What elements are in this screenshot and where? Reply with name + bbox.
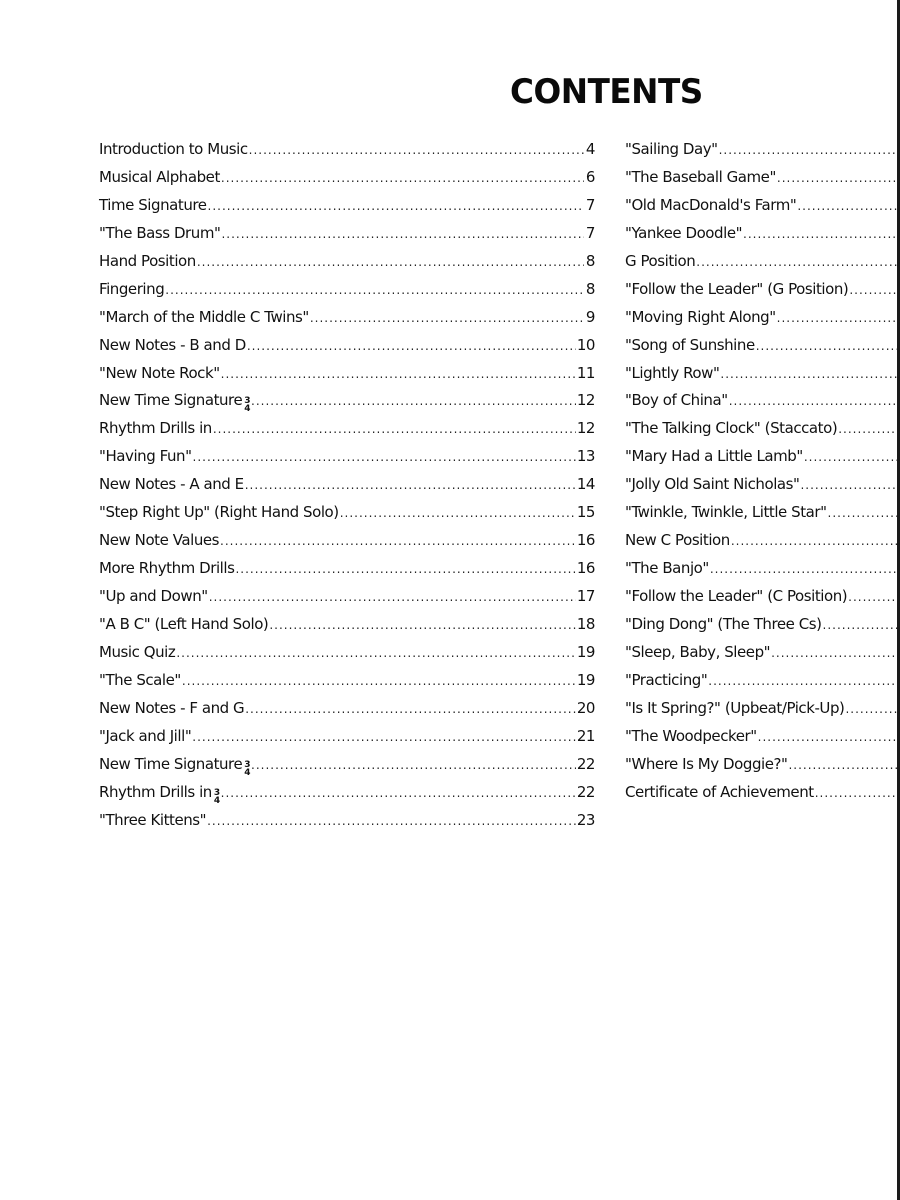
dot-leader	[220, 528, 576, 556]
dot-leader	[209, 584, 576, 612]
toc-entry-page-number: 18	[576, 614, 595, 633]
dot-leader	[249, 137, 584, 165]
toc-entry-page-number: 19	[576, 642, 595, 661]
toc-entry-page-number: 4	[585, 140, 595, 158]
toc-entry-title: "Up and Down"	[99, 587, 208, 605]
toc-entry-title: "The Woodpecker"	[625, 726, 757, 745]
toc-entry-title: "The Scale"	[99, 670, 181, 689]
toc-entry-page-number: 7	[585, 223, 595, 242]
dot-leader	[828, 500, 900, 528]
toc-entry-title: New Notes - B and D	[99, 335, 246, 354]
toc-entry	[625, 723, 900, 751]
toc-entry-page-number: 22	[576, 754, 595, 773]
toc-entry-title: "Is It Spring?" (Upbeat/Pick-Up)	[625, 698, 845, 717]
toc-entry	[99, 164, 595, 192]
toc-entry-title: "Boy of China"	[625, 391, 728, 410]
toc-entry-title: New Note Values	[99, 531, 220, 550]
toc-entry-title: "Three Kittens"	[99, 810, 207, 829]
toc-entry	[625, 332, 900, 360]
toc-entry	[99, 136, 595, 164]
toc-entry	[625, 639, 900, 667]
dot-leader	[245, 472, 576, 500]
toc-entry	[625, 695, 900, 723]
toc-entry-page-number: 20	[576, 698, 595, 717]
toc-entry	[625, 751, 900, 779]
toc-entry-title: More Rhythm Drills	[99, 559, 235, 578]
toc-entry-page-number: 7	[585, 195, 595, 214]
toc-entry	[625, 192, 900, 220]
dot-leader	[247, 333, 576, 361]
toc-entry-title: "Mary Had a Little Lamb"	[625, 447, 803, 466]
time-signature-top: 3	[213, 787, 220, 798]
toc-entry-page-number: 21	[576, 726, 595, 745]
dot-leader	[758, 724, 900, 752]
toc-entry-title: "Yankee Doodle"	[625, 223, 743, 242]
toc-entry	[625, 136, 900, 164]
toc-entry	[99, 332, 595, 360]
toc-entry	[625, 443, 900, 471]
toc-entry	[99, 192, 595, 220]
toc-entry	[99, 611, 595, 639]
toc-entry-title: "Song of Sunshine	[625, 335, 755, 354]
dot-leader	[213, 416, 576, 444]
toc-entry	[625, 248, 900, 276]
toc-entry-title: "Practicing"	[625, 670, 708, 689]
toc-entry	[625, 360, 900, 388]
dot-leader	[719, 137, 900, 165]
page-title: CONTENTS	[510, 72, 703, 112]
dot-leader	[804, 444, 900, 472]
toc-entry-title: Rhythm Drills in	[99, 782, 212, 801]
toc-entry	[99, 443, 595, 471]
toc-entry	[625, 583, 900, 611]
toc-entry-title: Time Signature	[99, 195, 207, 214]
toc-entry-title: "The Banjo"	[625, 559, 709, 578]
toc-entry	[99, 415, 595, 443]
dot-leader	[165, 277, 584, 305]
dot-leader	[848, 584, 900, 612]
toc-entry	[99, 387, 595, 415]
toc-entry-page-number: 12	[576, 419, 595, 438]
toc-entry-page-number: 11	[576, 363, 595, 382]
dot-leader	[823, 612, 900, 640]
toc-entry	[625, 164, 900, 192]
toc-entry-page-number: 13	[576, 447, 595, 466]
toc-entry	[99, 220, 595, 248]
toc-entry	[99, 304, 595, 332]
dot-leader	[845, 696, 900, 724]
toc-entry-title: "Follow the Leader" (G Position)	[625, 279, 849, 298]
dot-leader	[221, 361, 576, 389]
toc-entry-title: "Where Is My Doggie?"	[625, 754, 788, 773]
toc-entry	[99, 555, 595, 583]
toc-entry-title: New Time Signature	[99, 754, 243, 773]
dot-leader	[771, 640, 900, 668]
time-signature-bottom: 4	[244, 404, 251, 415]
toc-entry-page-number: 17	[576, 587, 595, 605]
dot-leader	[720, 361, 900, 389]
dot-leader	[756, 333, 900, 361]
toc-entry-title: Rhythm Drills in	[99, 419, 212, 438]
dot-leader	[797, 193, 900, 221]
dot-leader	[245, 696, 576, 724]
dot-leader	[340, 500, 576, 528]
dot-leader	[197, 249, 584, 277]
dot-leader	[777, 305, 900, 333]
toc-entry-title: "Sailing Day"	[625, 140, 718, 158]
toc-entry	[625, 527, 900, 555]
toc-entry	[625, 471, 900, 499]
toc-entry	[99, 499, 595, 527]
toc-entry	[99, 248, 595, 276]
dot-leader	[310, 305, 584, 333]
toc-entry	[625, 555, 900, 583]
dot-leader	[777, 165, 900, 193]
toc-entry-page-number: 23	[576, 810, 595, 829]
dot-leader	[221, 780, 576, 808]
toc-entry	[625, 667, 900, 695]
toc-entry-title: Music Quiz	[99, 642, 176, 661]
toc-entry-title: "Ding Dong" (The Three Cs)	[625, 614, 822, 633]
toc-entry	[99, 723, 595, 751]
toc-entry-title: "The Baseball Game"	[625, 167, 776, 186]
dot-leader	[815, 780, 900, 808]
dot-leader	[710, 556, 900, 584]
toc-entry	[625, 304, 900, 332]
toc-entry-title: Hand Position	[99, 251, 196, 270]
time-signature-bottom: 4	[244, 767, 251, 778]
toc-entry-page-number: 10	[576, 335, 595, 354]
toc-entry-title: "Old MacDonald's Farm"	[625, 195, 797, 214]
toc-entry	[625, 779, 900, 807]
toc-entry	[99, 276, 595, 304]
toc-entry	[99, 583, 595, 611]
dot-leader	[221, 165, 584, 193]
dot-leader	[838, 416, 900, 444]
time-signature-bottom: 4	[213, 795, 220, 806]
toc-entry-page-number: 19	[576, 670, 595, 689]
toc-entry-title: Introduction to Music	[99, 140, 248, 158]
toc-entry-title: New Time Signature	[99, 391, 243, 410]
toc-entry	[99, 751, 595, 779]
dot-leader	[192, 724, 576, 752]
dot-leader	[743, 221, 900, 249]
toc-entry-title: G Position	[625, 251, 696, 270]
toc-entry	[99, 360, 595, 388]
toc-entry-title: "The Talking Clock" (Staccato)	[625, 419, 838, 438]
toc-entry-page-number: 22	[576, 782, 595, 801]
toc-entry-page-number: 8	[585, 279, 595, 298]
dot-leader	[788, 752, 900, 780]
toc-entry	[99, 667, 595, 695]
toc-entry-title: "The Bass Drum"	[99, 223, 221, 242]
time-signature-glyph	[244, 397, 250, 413]
dot-leader	[235, 556, 575, 584]
toc-entry-title: New C Position	[625, 531, 730, 550]
contents-right-column	[625, 136, 900, 807]
dot-leader	[207, 808, 576, 836]
toc-entry-title: Musical Alphabet	[99, 167, 220, 186]
toc-entry-title: New Notes - A and E	[99, 475, 244, 494]
dot-leader	[800, 472, 900, 500]
toc-entry-page-number: 12	[576, 391, 595, 410]
toc-entry-title: "Sleep, Baby, Sleep"	[625, 642, 771, 661]
toc-entry-title: New Notes - F and G	[99, 698, 245, 717]
toc-entry-title: "Jack and Jill"	[99, 726, 192, 745]
dot-leader	[221, 221, 584, 249]
time-signature-top: 3	[244, 396, 251, 407]
toc-entry-title: "Step Right Up" (Right Hand Solo)	[99, 503, 339, 522]
toc-entry-title: Fingering	[99, 279, 165, 298]
toc-entry-page-number: 8	[585, 251, 595, 270]
toc-entry-title: "Twinkle, Twinkle, Little Star"	[625, 503, 827, 522]
toc-entry-title: "Follow the Leader" (C Position)	[625, 587, 848, 605]
dot-leader	[849, 277, 900, 305]
dot-leader	[182, 668, 576, 696]
dot-leader	[729, 388, 900, 416]
contents-left-column	[99, 136, 595, 834]
toc-entry	[625, 611, 900, 639]
toc-entry	[625, 220, 900, 248]
dot-leader	[696, 249, 900, 277]
time-signature-glyph	[244, 761, 250, 777]
toc-entry	[99, 779, 595, 807]
dot-leader	[708, 668, 900, 696]
dot-leader	[269, 612, 575, 640]
toc-entry-page-number: 9	[585, 307, 595, 326]
toc-entry	[99, 639, 595, 667]
toc-entry-page-number: 15	[576, 503, 595, 522]
time-signature-glyph	[214, 789, 220, 805]
toc-entry-title: "Lightly Row"	[625, 363, 720, 382]
toc-entry-title: Certificate of Achievement	[625, 782, 814, 801]
toc-entry	[625, 415, 900, 443]
toc-entry-title: "Having Fun"	[99, 447, 192, 466]
time-signature-top: 3	[244, 759, 251, 770]
toc-entry-page-number: 14	[576, 475, 595, 494]
toc-entry	[99, 527, 595, 555]
toc-entry	[625, 499, 900, 527]
toc-entry	[625, 387, 900, 415]
toc-entry	[99, 695, 595, 723]
toc-entry	[99, 471, 595, 499]
dot-leader	[176, 640, 576, 668]
toc-entry	[99, 807, 595, 835]
toc-entry-page-number: 6	[585, 167, 595, 186]
dot-leader	[208, 193, 584, 221]
dot-leader	[251, 388, 576, 416]
toc-entry-title: "New Note Rock"	[99, 363, 220, 382]
dot-leader	[731, 528, 900, 556]
dot-leader	[193, 444, 576, 472]
toc-entry	[625, 276, 900, 304]
toc-entry-title: "Moving Right Along"	[625, 307, 776, 326]
toc-entry-page-number: 16	[576, 531, 595, 550]
toc-entry-title: "March of the Middle C Twins"	[99, 307, 309, 326]
toc-entry-page-number: 16	[576, 559, 595, 578]
dot-leader	[251, 752, 576, 780]
toc-entry-title: "A B C" (Left Hand Solo)	[99, 614, 269, 633]
toc-entry-title: "Jolly Old Saint Nicholas"	[625, 475, 800, 494]
